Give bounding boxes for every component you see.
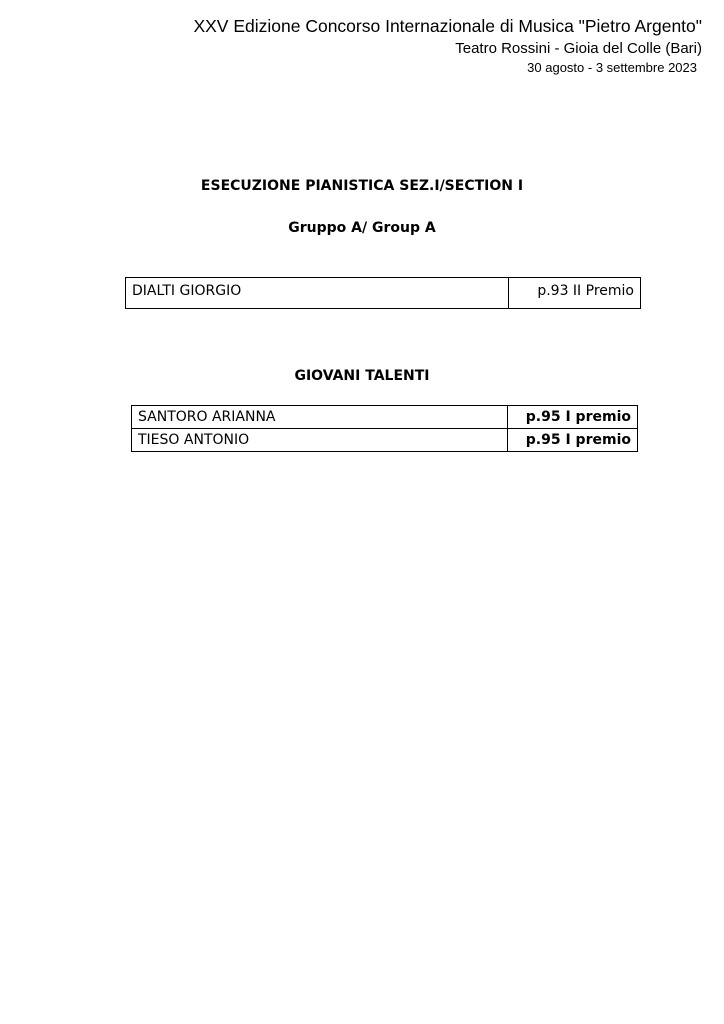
participant-result: p.95 I premio — [508, 406, 638, 429]
competition-title: XXV Edizione Concorso Internazionale di Musica "Pietro Argento" — [193, 16, 702, 36]
participant-name: DIALTI GIORGIO — [126, 278, 509, 309]
table-row — [132, 406, 638, 429]
venue-line: Teatro Rossini - Gioia del Colle (Bari) — [455, 40, 702, 57]
table-row — [132, 429, 638, 452]
participant-name: SANTORO ARIANNA — [132, 406, 508, 429]
date-line: 30 agosto - 3 settembre 2023 — [527, 60, 697, 75]
group-a-results-table — [125, 277, 641, 309]
talenti-title: GIOVANI TALENTI — [294, 368, 430, 384]
participant-result: p.95 I premio — [508, 429, 638, 452]
table-row — [126, 278, 641, 309]
participant-name: TIESO ANTONIO — [132, 429, 508, 452]
group-title: Gruppo A/ Group A — [288, 220, 436, 236]
participant-result: p.93 II Premio — [509, 278, 641, 309]
talenti-results-table — [131, 405, 638, 452]
section-title: ESECUZIONE PIANISTICA SEZ.I/SECTION I — [200, 178, 524, 194]
